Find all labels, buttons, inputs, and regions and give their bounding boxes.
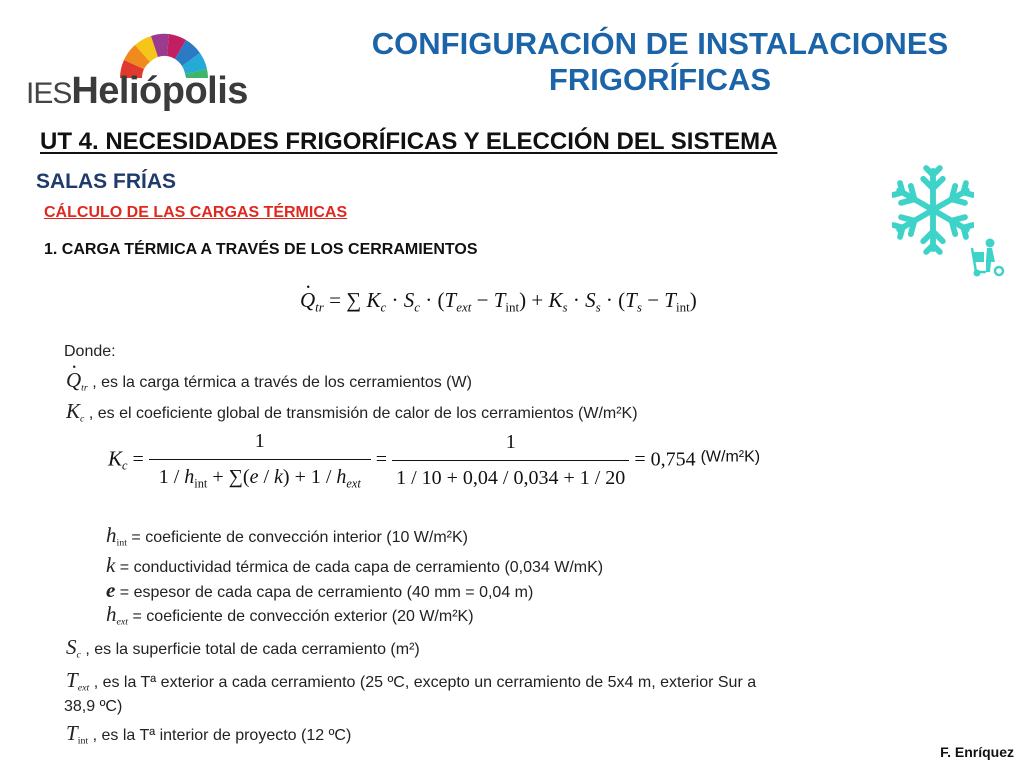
def-text-cont: 38,9 ºC) (64, 698, 123, 715)
section-heading: SALAS FRÍAS (36, 170, 177, 193)
def-hext: $h_{ext}$ = coeficiente de convección exterior (20 W/m²K) (106, 602, 474, 628)
def-text: $T_{ext}$ , es la Tª exterior a cada cerramiento (25 ºC, excepto un cerramiento de 5x4 m, exterior Sur a (66, 668, 757, 694)
author-footer: F. Enríquez (940, 744, 1014, 760)
main-formula: · $Q_{tr}$ = ∑ $K_c \cdot S_c \cdot (T_{ext} - T_{int}) + K_s \cdot S_s \cdot (T_s - T_{int})$ (300, 288, 697, 316)
subsection-heading: CÁLCULO DE LAS CARGAS TÉRMICAS (44, 204, 348, 221)
unit-subtitle: UT 4. NECESIDADES FRIGORÍFICAS Y ELECCIÓN DEL SISTEMA (40, 128, 778, 155)
def-kc: $K_c$ , es el coeficiente global de transmisión de calor de los cerramientos (W/m²K) (66, 399, 638, 425)
def-sc: $S_c$ , es la superficie total de cada cerramiento (m²) (66, 635, 420, 661)
page-title (300, 26, 1020, 98)
def-tint: $T_{int}$ , es la Tª interior de proyecto (12 ºC) (66, 721, 352, 747)
logo-wordmark: IESHeliópolis (26, 70, 248, 112)
def-k: k = conductividad térmica de cada capa de cerramiento (0,034 W/mK) (106, 553, 604, 577)
item-heading: 1. CARGA TÉRMICA A TRAVÉS DE LOS CERRAMIENTOS (44, 241, 478, 258)
title-line-2: FRIGORÍFICAS (548, 62, 772, 97)
snowflake-icon (892, 164, 974, 256)
title-line-1: CONFIGURACIÓN DE INSTALACIONES (371, 26, 949, 61)
kc-fraction-numeric: $\frac{1}{1 / 10 + 0,04 / 0,034 + 1 / 20}$ (392, 431, 629, 490)
kc-units: (W/m²K) (700, 448, 761, 466)
kc-result: = 0,754 (634, 448, 696, 471)
def-qtr: · $Q_{tr}$ , es la carga térmica a través de los cerramientos (W) (66, 368, 472, 393)
def-e: e = espesor de cada capa de cerramiento (40 mm = 0,04 m) (106, 578, 534, 602)
kc-fraction-symbolic: $\frac{1}{1 / h_{int} + \sum(e / k) + 1 / h_{ext}}$ (149, 430, 371, 491)
donde-label: Donde: (64, 343, 116, 360)
def-hint: $h_{int}$ = coeficiente de convección interior (10 W/m²K) (106, 523, 469, 549)
hand-truck-worker-icon (968, 238, 1008, 278)
kc-formula: $K_c$ = $\frac{1}{1 / h_{int} + \sum(e / k) + 1 / h_{ext}}$ = $\frac{1}{1 / 10 + 0,04 / 0,034 + 1 / 20}$ = 0,754 $^{(W/m^2K)}$ (108, 430, 761, 491)
